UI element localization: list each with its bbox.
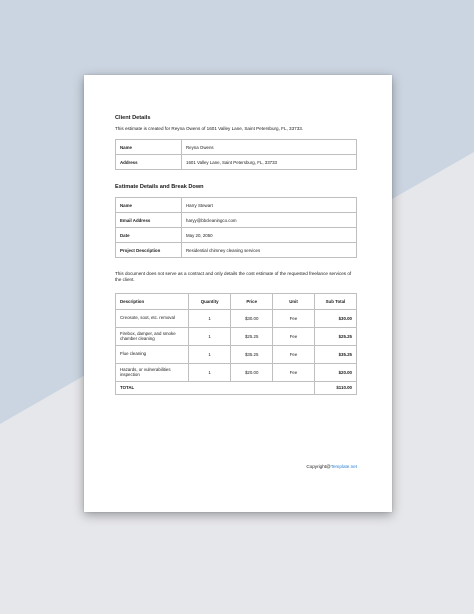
table-row	[116, 363, 357, 381]
table-cell: $25.25	[231, 327, 273, 345]
table-cell: Fee	[273, 327, 315, 345]
table-cell: $25.25	[314, 327, 356, 345]
total-row	[116, 381, 357, 394]
table-cell: $35.25	[231, 345, 273, 363]
client-details-table	[115, 139, 357, 170]
column-header: Price	[231, 293, 273, 309]
table-label: Name	[116, 140, 182, 155]
cost-table	[115, 293, 357, 395]
template-net-link[interactable]: Template.net	[330, 464, 357, 469]
table-label: Name	[116, 198, 182, 213]
table-cell: $30.00	[314, 309, 356, 327]
table-cell: $20.00	[314, 363, 356, 381]
table-label: Address	[116, 155, 182, 170]
table-row	[116, 243, 357, 258]
table-cell: Fee	[273, 309, 315, 327]
table-cell: $20.00	[231, 363, 273, 381]
table-value: 1601 Valley Lane, Saint Petersburg, FL, 33733	[182, 155, 357, 170]
table-row	[116, 327, 357, 345]
document-content	[115, 115, 357, 395]
table-row	[116, 213, 357, 228]
estimate-details-table	[115, 197, 357, 258]
table-cell: 1	[189, 345, 231, 363]
estimate-details-heading: Estimate Details and Break Down	[115, 184, 204, 191]
table-cell: Hazards, or vulnerabilities inspection	[116, 363, 189, 381]
copyright-footer	[306, 464, 357, 469]
table-row	[116, 140, 357, 155]
column-header: Unit	[273, 293, 315, 309]
client-details-heading: Client Details	[115, 115, 151, 121]
table-label: Date	[116, 228, 182, 243]
table-value: haryy@bbcleaningco.com	[182, 213, 357, 228]
table-cell: $30.00	[231, 309, 273, 327]
table-value: May 20, 2050	[182, 228, 357, 243]
table-cell: Flue cleaning	[116, 345, 189, 363]
table-row	[116, 345, 357, 363]
table-value: Reyna Owens	[182, 140, 357, 155]
table-row	[116, 228, 357, 243]
copyright-prefix: Copyright@	[306, 464, 331, 469]
table-cell: Fee	[273, 345, 315, 363]
table-row	[116, 155, 357, 170]
table-cell: 1	[189, 327, 231, 345]
document-page	[84, 75, 392, 512]
table-label: Email Address	[116, 213, 182, 228]
table-cell: 1	[189, 309, 231, 327]
table-cell: Creosote, soot, etc. removal	[116, 309, 189, 327]
table-cell: Fee	[273, 363, 315, 381]
total-label: TOTAL	[116, 381, 315, 394]
table-header-row	[116, 293, 357, 309]
column-header: Sub Total	[314, 293, 356, 309]
table-value: Harry Stewart	[182, 198, 357, 213]
table-label: Project Description	[116, 243, 182, 258]
table-value: Residential chimney cleaning services	[182, 243, 357, 258]
table-cell: $35.25	[314, 345, 356, 363]
disclaimer-text: This document does not serve as a contract and only details the cost estimate of the requested freelance services of the client.	[115, 271, 352, 283]
total-value: $110.00	[314, 381, 356, 394]
column-header: Description	[116, 293, 189, 309]
table-cell: 1	[189, 363, 231, 381]
column-header: Quantity	[189, 293, 231, 309]
table-row	[116, 309, 357, 327]
table-row	[116, 198, 357, 213]
table-cell: Firebox, damper, and smoke chamber cleaning	[116, 327, 189, 345]
client-details-intro: This estimate is created for Reyna Owens of 1601 Valley Lane, Saint Petersburg, FL, 33733.	[115, 126, 304, 131]
